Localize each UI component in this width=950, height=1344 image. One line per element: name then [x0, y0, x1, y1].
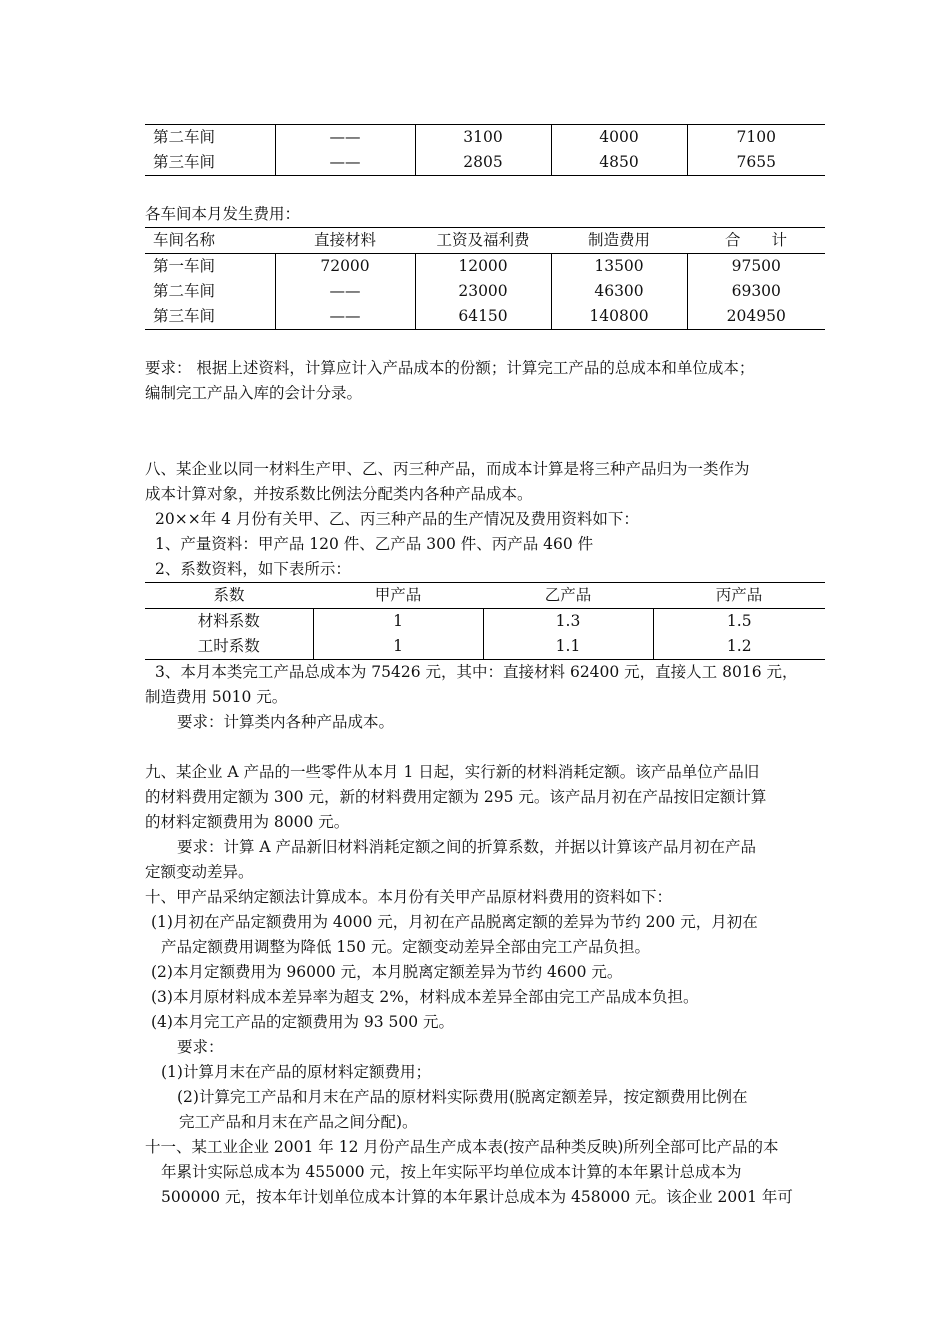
section8-text: 20××年 4 月份有关甲、乙、丙三种产品的生产情况及费用资料如下：	[155, 510, 639, 528]
column-header: 工资及福利费	[415, 228, 551, 254]
requirement-text: 编制完工产品入库的会计分录。	[145, 384, 363, 402]
section10-text: (1)月初在产品定额费用为 4000 元，月初在产品脱离定额的差异为节约 200 元，月初在	[151, 913, 758, 931]
table-cell: 材料系数	[197, 612, 260, 630]
column-header: 合 计	[687, 228, 825, 254]
table-cell: 13500	[551, 254, 687, 280]
table-cell: 1	[313, 609, 483, 635]
section8-text: 成本计算对象，并按系数比例法分配类内各种产品成本。	[145, 485, 533, 503]
section10-text: 产品定额费用调整为降低 150 元。定额变动差异全部由完工产品负担。	[161, 938, 650, 956]
section9-text: 的材料定额费用为 8000 元。	[145, 813, 350, 831]
requirement-text: 要求：计算 A 产品新旧材料消耗定额之间的折算系数，并据以计算该产品月初在产品	[177, 838, 757, 856]
section11-text: 年累计实际总成本为 455000 元，按上年实际平均单位成本计算的本年累计总成本为	[161, 1163, 742, 1181]
costs-caption: 各车间本月发生费用：	[145, 205, 301, 223]
table-cell: 1	[313, 634, 483, 660]
column-header: 系数	[145, 583, 313, 609]
column-header: 车间名称	[145, 228, 275, 254]
column-header: 制造费用	[551, 228, 687, 254]
table-cell: 7100	[687, 125, 825, 151]
coefficient-table	[145, 582, 825, 660]
table-cell: ——	[275, 125, 415, 151]
section10-text: (4)本月完工产品的定额费用为 93 500 元。	[151, 1013, 455, 1031]
table-cell: 1.1	[483, 634, 653, 660]
requirement-text: 要求：计算类内各种产品成本。	[177, 713, 395, 731]
requirement-text: (1)计算月末在产品的原材料定额费用；	[161, 1063, 431, 1081]
table-cell: 工时系数	[197, 637, 260, 655]
section10-text: 十、甲产品采纳定额法计算成本。本月份有关甲产品原材料费用的资料如下：	[145, 888, 673, 906]
table-cell: 7655	[687, 150, 825, 176]
section8-text: 3、本月本类完工产品总成本为 75426 元，其中：直接材料 62400 元，直接人工 8016 元，	[155, 663, 798, 681]
section9-text: 的材料费用定额为 300 元，新的材料费用定额为 295 元。该产品月初在产品按旧定额计算	[145, 788, 767, 806]
table-row	[145, 150, 825, 176]
table-cell: 204950	[687, 304, 825, 330]
table-cell: 第一车间	[153, 257, 216, 275]
table-row	[145, 125, 825, 151]
table-row	[145, 609, 825, 635]
table-header-row	[145, 228, 825, 254]
table-cell: 1.5	[653, 609, 825, 635]
table-row	[145, 304, 825, 330]
table-cell: 46300	[551, 279, 687, 304]
table-row	[145, 634, 825, 660]
requirement-text: 要求：	[177, 1038, 224, 1056]
table-cell: 1.2	[653, 634, 825, 660]
table-cell: 第三车间	[153, 153, 216, 171]
table-row	[145, 254, 825, 280]
table-cell: 23000	[415, 279, 551, 304]
section9-text: 九、某企业 A 产品的一些零件从本月 1 日起，实行新的材料消耗定额。该产品单位产品旧	[145, 763, 760, 781]
table-cell: 第二车间	[153, 128, 216, 146]
section8-text: 八、某企业以同一材料生产甲、乙、丙三种产品，而成本计算是将三种产品归为一类作为	[145, 460, 750, 478]
requirement-text: 完工产品和月末在产品之间分配)。	[179, 1113, 418, 1131]
table-cell: 140800	[551, 304, 687, 330]
table-cell: 第二车间	[153, 282, 216, 300]
workshop-table-continued	[145, 124, 825, 176]
document-page	[145, 124, 825, 1210]
table-cell: ——	[275, 304, 415, 330]
section10-text: (3)本月原材料成本差异率为超支 2%，材料成本差异全部由完工产品成本负担。	[151, 988, 699, 1006]
table-cell: 第三车间	[153, 307, 216, 325]
section10-text: (2)本月定额费用为 96000 元，本月脱离定额差异为节约 4600 元。	[151, 963, 623, 981]
monthly-costs-table	[145, 227, 825, 330]
table-cell: 12000	[415, 254, 551, 280]
column-header: 丙产品	[653, 583, 825, 609]
requirement-text: 定额变动差异。	[145, 863, 254, 881]
table-cell: 4850	[551, 150, 687, 176]
table-cell: 97500	[687, 254, 825, 280]
requirement-text: (2)计算完工产品和月末在产品的原材料实际费用(脱离定额差异，按定额费用比例在	[177, 1088, 748, 1106]
table-header-row	[145, 583, 825, 609]
table-cell: 2805	[415, 150, 551, 176]
section8-text: 制造费用 5010 元。	[145, 688, 288, 706]
section11-text: 十一、某工业企业 2001 年 12 月份产品生产成本表(按产品种类反映)所列全部可比产品的本	[145, 1138, 779, 1156]
table-cell: ——	[275, 150, 415, 176]
section11-text: 500000 元，按本年计划单位成本计算的本年累计总成本为 458000 元。该企业 2001 年可	[161, 1188, 793, 1206]
table-cell: 64150	[415, 304, 551, 330]
section8-text: 2、系数资料，如下表所示：	[155, 560, 351, 578]
table-cell: ——	[275, 279, 415, 304]
table-cell: 1.3	[483, 609, 653, 635]
column-header: 直接材料	[275, 228, 415, 254]
section8-text: 1、产量资料：甲产品 120 件、乙产品 300 件、丙产品 460 件	[155, 535, 594, 553]
table-cell: 4000	[551, 125, 687, 151]
column-header: 甲产品	[313, 583, 483, 609]
table-cell: 3100	[415, 125, 551, 151]
table-cell: 69300	[687, 279, 825, 304]
column-header: 乙产品	[483, 583, 653, 609]
table-cell: 72000	[275, 254, 415, 280]
table-row	[145, 279, 825, 304]
requirement-text: 要求： 根据上述资料，计算应计入产品成本的份额；计算完工产品的总成本和单位成本；	[145, 359, 755, 377]
